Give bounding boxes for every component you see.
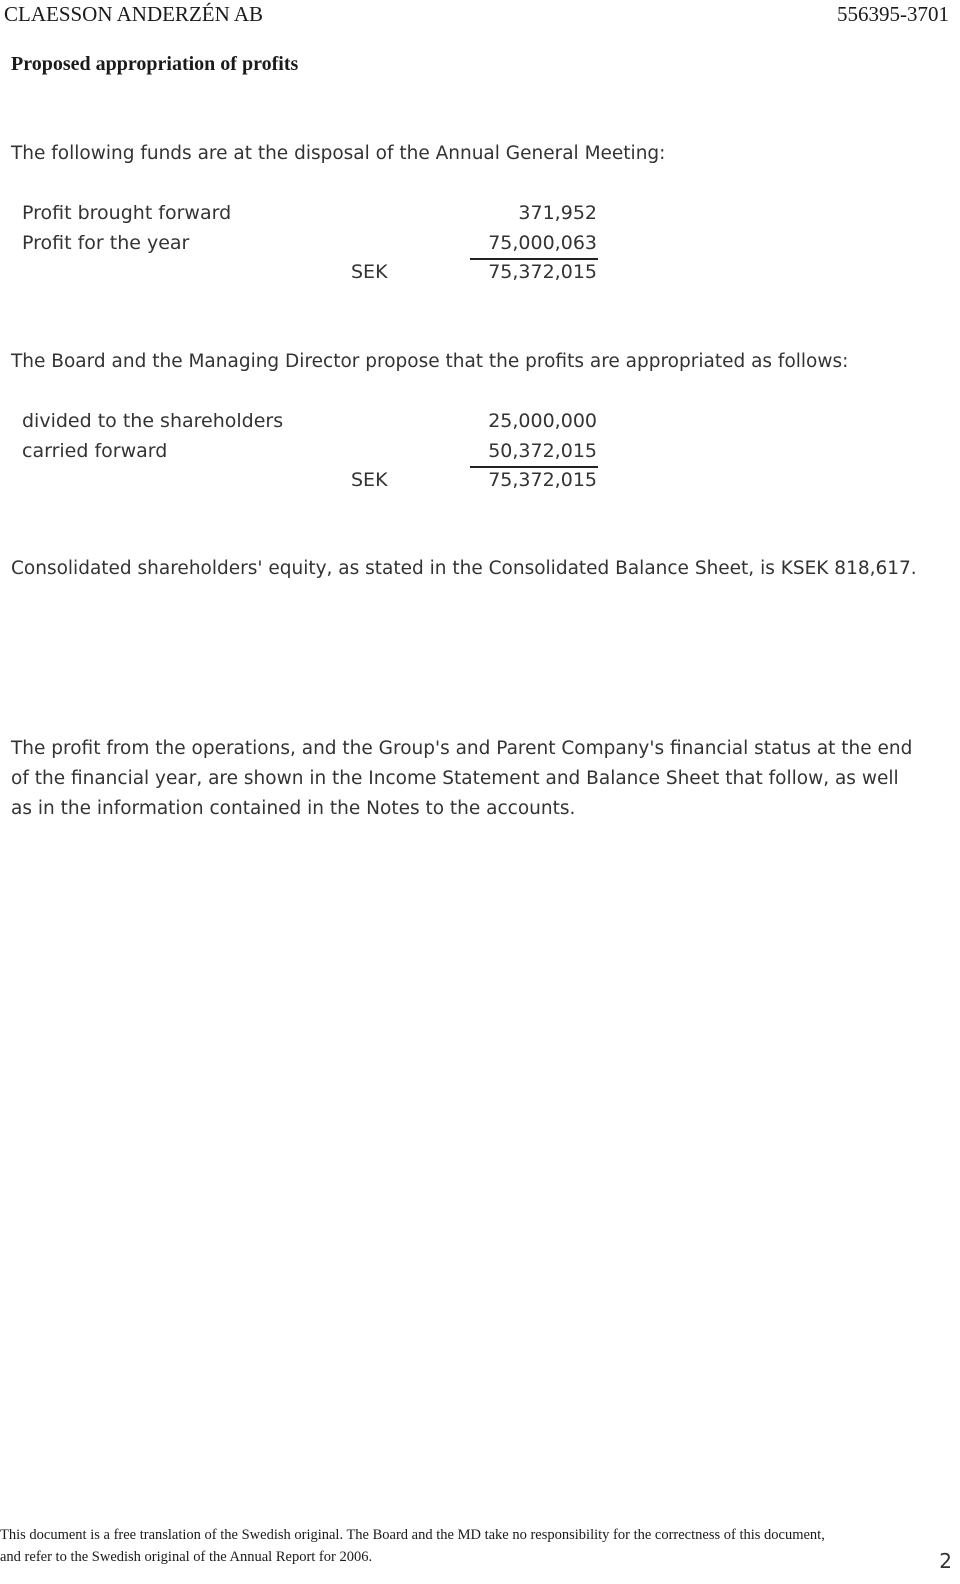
- appropriation-row-amount: 50,372,015: [488, 440, 597, 462]
- proposal-intro: The Board and the Managing Director propose that the profits are appropriated as follows:: [11, 351, 849, 372]
- appropriation-row-label: divided to the shareholders: [22, 410, 284, 432]
- company-name: CLAESSON ANDERZÉN AB: [4, 2, 264, 26]
- page-number: 2: [939, 1549, 952, 1573]
- registration-number: 556395-3701: [837, 2, 949, 26]
- funds-row-label: Profit for the year: [22, 232, 190, 254]
- funds-total-rule: [470, 258, 598, 260]
- funds-intro: The following funds are at the disposal of the Annual General Meeting:: [11, 143, 666, 164]
- footer-disclaimer-line1: This document is a free translation of the Swedish original. The Board and the MD take no responsibility for the correctness of this document,: [0, 1527, 825, 1543]
- appropriation-row-label: carried forward: [22, 440, 168, 462]
- operations-statement: The profit from the operations, and the Group's and Parent Company's financial status at the end of the financial year, are shown in the Income Statement and Balance Sheet that follow, as well as in the information contained in the Notes to the accounts.: [11, 738, 913, 819]
- appropriation-row-amount: 25,000,000: [488, 410, 597, 432]
- footer-disclaimer-line2: and refer to the Swedish original of the Annual Report for 2006.: [0, 1549, 373, 1565]
- funds-total-amount: 75,372,015: [488, 261, 597, 283]
- appropriation-total-amount: 75,372,015: [488, 469, 597, 491]
- page-title: Proposed appropriation of profits: [11, 53, 299, 75]
- funds-total-currency: SEK: [351, 261, 388, 283]
- funds-row-amount: 75,000,063: [488, 232, 597, 254]
- funds-row-amount: 371,952: [518, 202, 597, 224]
- appropriation-total-currency: SEK: [351, 469, 388, 491]
- appropriation-total-rule: [470, 466, 598, 468]
- funds-row-label: Profit brought forward: [22, 202, 232, 224]
- equity-statement: Consolidated shareholders' equity, as stated in the Consolidated Balance Sheet, is KSEK 818,617.: [11, 558, 917, 579]
